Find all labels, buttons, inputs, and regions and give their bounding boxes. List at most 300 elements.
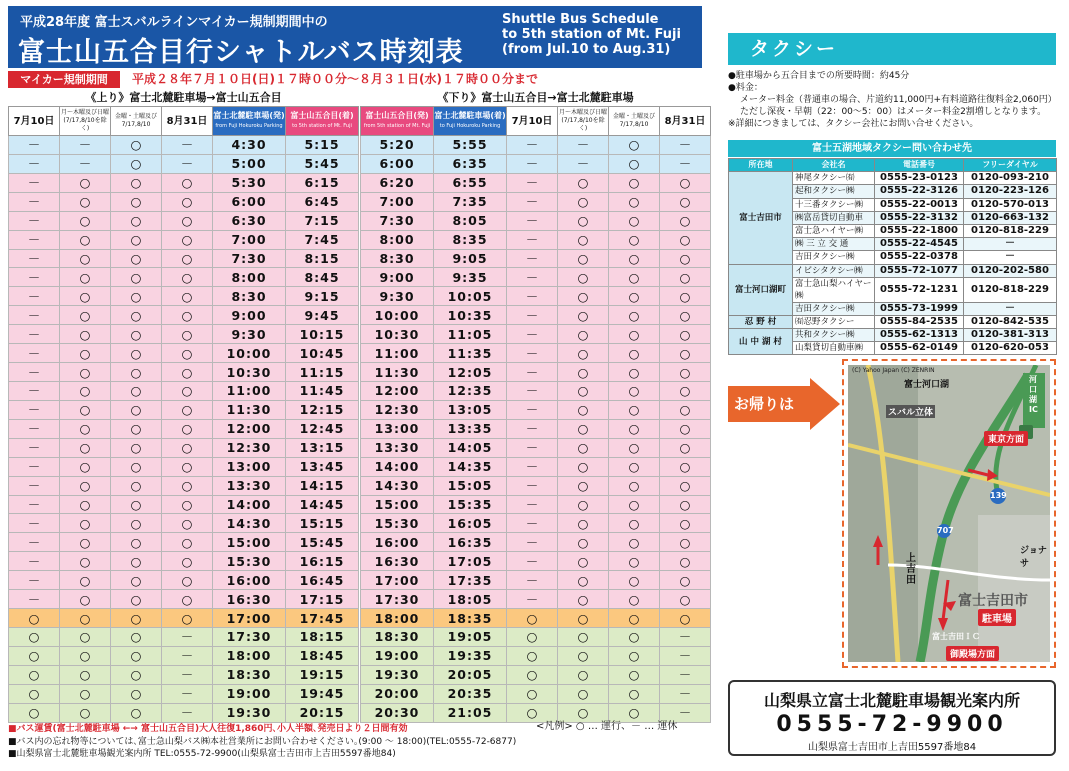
arrival-time: 12:05 <box>434 363 507 382</box>
taxi-company: 吉田タクシー㈱ <box>793 302 875 315</box>
run-mark: ○ <box>162 363 213 382</box>
return-label: お帰りは <box>734 395 795 413</box>
run-mark: ○ <box>558 381 609 400</box>
run-mark: ○ <box>660 268 711 287</box>
run-mark: － <box>507 230 558 249</box>
map-copyright: (C) Yahoo Japan (C) ZENRIN <box>852 367 935 374</box>
run-mark: ○ <box>558 590 609 609</box>
departure-time: 17:30 <box>213 627 286 646</box>
run-mark: － <box>162 627 213 646</box>
run-mark: ○ <box>9 646 60 665</box>
run-mark: ○ <box>9 609 60 628</box>
run-mark: ○ <box>111 590 162 609</box>
arrival-time: 20:05 <box>434 665 507 684</box>
down-row <box>361 533 711 552</box>
map-label-kawaguchiko-ic: 河口湖IC <box>1029 375 1038 414</box>
run-mark: ○ <box>162 400 213 419</box>
run-mark: ○ <box>60 211 111 230</box>
up-row <box>9 514 359 533</box>
run-mark: ○ <box>558 192 609 211</box>
down-row <box>361 268 711 287</box>
run-mark: ○ <box>9 627 60 646</box>
taxi-phone: 0555-23-0123 <box>875 172 964 185</box>
run-mark: ○ <box>60 665 111 684</box>
run-mark: ○ <box>609 590 660 609</box>
taxi-phone: 0555-22-4545 <box>875 238 964 251</box>
up-row <box>9 268 359 287</box>
down-row <box>361 684 711 703</box>
taxi-col-area: 所在地 <box>729 159 793 172</box>
run-mark: ○ <box>507 665 558 684</box>
down-row <box>361 230 711 249</box>
run-mark: － <box>9 457 60 476</box>
taxi-phone: 0555-73-1999 <box>875 302 964 315</box>
run-mark: ○ <box>660 306 711 325</box>
arrival-time: 17:45 <box>286 609 359 628</box>
taxi-row <box>729 264 1057 277</box>
period-label: マイカー規制期間 <box>8 71 120 88</box>
run-mark: ○ <box>60 173 111 192</box>
run-mark: － <box>507 552 558 571</box>
run-mark: － <box>9 154 60 173</box>
departure-time: 17:00 <box>361 571 434 590</box>
taxi-freedial: － <box>964 251 1057 264</box>
run-mark: ○ <box>660 419 711 438</box>
run-mark: ○ <box>162 609 213 628</box>
departure-time: 13:00 <box>361 419 434 438</box>
down-row <box>361 136 711 155</box>
run-mark: － <box>660 136 711 155</box>
run-mark: ○ <box>558 400 609 419</box>
arrival-time: 15:15 <box>286 514 359 533</box>
arrival-time: 20:35 <box>434 684 507 703</box>
arrival-time: 17:35 <box>434 571 507 590</box>
run-mark: ○ <box>558 325 609 344</box>
run-mark: ○ <box>609 173 660 192</box>
info-phone: 0555-72-9900 <box>776 712 1008 737</box>
run-mark: ○ <box>609 136 660 155</box>
arrival-time: 17:05 <box>434 552 507 571</box>
run-mark: － <box>507 344 558 363</box>
run-mark: ○ <box>162 590 213 609</box>
run-mark: － <box>162 665 213 684</box>
run-mark: ○ <box>609 306 660 325</box>
legend: <凡例> ○ … 運行、－ … 運休 <box>536 721 678 732</box>
down-row <box>361 306 711 325</box>
down-col-weekday: 月～木曜及び日曜 (7/17,8/10を除く) <box>558 107 609 136</box>
run-mark: ○ <box>111 400 162 419</box>
arrival-time: 6:35 <box>434 154 507 173</box>
info-box <box>728 680 1056 756</box>
run-mark: ○ <box>558 609 609 628</box>
up-row <box>9 533 359 552</box>
arrival-time: 14:35 <box>434 457 507 476</box>
departure-time: 18:00 <box>213 646 286 665</box>
run-mark: ○ <box>558 287 609 306</box>
map-label-kamiyoshida: 上吉田 <box>906 553 916 586</box>
run-mark: ○ <box>609 646 660 665</box>
run-mark: ○ <box>609 627 660 646</box>
departure-time: 19:30 <box>361 665 434 684</box>
arrival-time: 6:45 <box>286 192 359 211</box>
run-mark: ○ <box>660 344 711 363</box>
run-mark: － <box>507 457 558 476</box>
run-mark: － <box>162 684 213 703</box>
down-row <box>361 495 711 514</box>
fare-note: ■バス運賃(富士北麓駐車場 ←→ 富士山五合目)大人往復1,860円､小人半額､発売日より２日間有効 <box>8 724 408 734</box>
run-mark: ○ <box>660 533 711 552</box>
run-mark: ○ <box>111 552 162 571</box>
departure-time: 13:00 <box>213 457 286 476</box>
run-mark: ○ <box>60 325 111 344</box>
departure-time: 5:20 <box>361 136 434 155</box>
down-row <box>361 665 711 684</box>
run-mark: ○ <box>558 571 609 590</box>
departure-time: 10:00 <box>213 344 286 363</box>
run-mark: ○ <box>609 457 660 476</box>
taxi-company: 神尾タクシー㈲ <box>793 172 875 185</box>
run-mark: ○ <box>609 154 660 173</box>
route-map <box>848 365 1050 662</box>
run-mark: ○ <box>60 684 111 703</box>
departure-time: 15:00 <box>361 495 434 514</box>
up-row <box>9 571 359 590</box>
map-label-route139: 139 <box>990 491 1007 500</box>
departure-time: 6:30 <box>213 211 286 230</box>
run-mark: ○ <box>558 552 609 571</box>
taxi-phone: 0555-22-3132 <box>875 211 964 224</box>
up-row <box>9 438 359 457</box>
run-mark: － <box>507 381 558 400</box>
run-mark: ○ <box>660 325 711 344</box>
run-mark: － <box>507 325 558 344</box>
run-mark: ○ <box>111 192 162 211</box>
arrival-time: 12:15 <box>286 400 359 419</box>
run-mark: ○ <box>111 249 162 268</box>
down-row <box>361 590 711 609</box>
down-row <box>361 363 711 382</box>
run-mark: － <box>660 154 711 173</box>
run-mark: ○ <box>60 609 111 628</box>
run-mark: ○ <box>60 495 111 514</box>
arrival-time: 19:15 <box>286 665 359 684</box>
down-header-row <box>361 107 711 136</box>
up-row <box>9 344 359 363</box>
map-tag-gotemba: 御殿場方面 <box>946 646 999 661</box>
up-row <box>9 476 359 495</box>
arrival-time: 9:45 <box>286 306 359 325</box>
run-mark: ○ <box>162 457 213 476</box>
run-mark: ○ <box>111 136 162 155</box>
departure-time: 11:30 <box>213 400 286 419</box>
run-mark: － <box>507 400 558 419</box>
run-mark: ○ <box>9 703 60 722</box>
arrival-time: 16:15 <box>286 552 359 571</box>
run-mark: － <box>9 173 60 192</box>
run-mark: ○ <box>111 514 162 533</box>
run-mark: － <box>660 684 711 703</box>
run-mark: － <box>507 173 558 192</box>
map-label-fujiyoshida: 富士吉田市 <box>958 593 1028 609</box>
departure-time: 12:00 <box>361 381 434 400</box>
departure-time: 18:00 <box>361 609 434 628</box>
taxi-area: 山 中 湖 村 <box>729 329 793 355</box>
run-mark: ○ <box>60 344 111 363</box>
arrival-time: 11:45 <box>286 381 359 400</box>
run-mark: ○ <box>60 381 111 400</box>
arrival-time: 16:45 <box>286 571 359 590</box>
run-mark: ○ <box>111 381 162 400</box>
arrival-time: 10:35 <box>434 306 507 325</box>
run-mark: ○ <box>558 306 609 325</box>
taxi-note-night: ただし深夜・早朝（22：00～5：00）はメーター料金2割増しとなります。 <box>740 107 1047 117</box>
taxi-title: タクシー <box>728 33 1056 65</box>
run-mark: ○ <box>111 306 162 325</box>
taxi-table <box>728 158 1057 355</box>
run-mark: ○ <box>60 400 111 419</box>
run-mark: － <box>507 249 558 268</box>
run-mark: ○ <box>558 173 609 192</box>
run-mark: － <box>9 136 60 155</box>
run-mark: － <box>660 703 711 722</box>
run-mark: ○ <box>60 438 111 457</box>
up-header-row <box>9 107 359 136</box>
run-mark: ○ <box>558 476 609 495</box>
run-mark: － <box>9 552 60 571</box>
down-col-weekend: 金曜・土曜及び 7/17,8/10 <box>609 107 660 136</box>
arrival-time: 9:15 <box>286 287 359 306</box>
down-title: 《下り》富士山五合目→富士北麓駐車場 <box>437 91 634 104</box>
taxi-freedial: 0120-818-229 <box>964 224 1057 237</box>
lost-items-note: ■バス内の忘れ物等については､富士急山梨バス㈱本社営業所にお問い合わせください｡(9:00 ～ 18:00)(TEL:0555-72-6877) <box>8 737 517 747</box>
run-mark: ○ <box>609 363 660 382</box>
run-mark: ○ <box>60 552 111 571</box>
run-mark: ○ <box>558 419 609 438</box>
departure-time: 12:30 <box>361 400 434 419</box>
departure-time: 15:30 <box>361 514 434 533</box>
arrival-time: 18:05 <box>434 590 507 609</box>
run-mark: ○ <box>162 306 213 325</box>
up-col-aug31: 8月31日 <box>162 107 213 136</box>
departure-time: 10:30 <box>361 325 434 344</box>
arrival-time: 16:35 <box>434 533 507 552</box>
taxi-freedial: 0120-223-126 <box>964 185 1057 198</box>
run-mark: － <box>507 590 558 609</box>
run-mark: ○ <box>507 684 558 703</box>
run-mark: ○ <box>558 249 609 268</box>
run-mark: － <box>507 287 558 306</box>
run-mark: ○ <box>162 552 213 571</box>
english-line-2: to 5th station of Mt. Fuji <box>502 27 681 42</box>
arrival-time: 21:05 <box>434 703 507 722</box>
taxi-company: ㈱ 三 立 交 通 <box>793 238 875 251</box>
run-mark: ○ <box>507 646 558 665</box>
period-text: 平成２８年７月１０日(日)１７時００分～８月３１日(水)１７時００分まで <box>132 72 538 86</box>
departure-time: 12:00 <box>213 419 286 438</box>
departure-time: 15:30 <box>213 552 286 571</box>
down-row <box>361 249 711 268</box>
departure-time: 17:00 <box>213 609 286 628</box>
taxi-phone: 0555-72-1231 <box>875 277 964 302</box>
taxi-company: 富士急ハイヤー㈱ <box>793 224 875 237</box>
run-mark: ○ <box>162 344 213 363</box>
up-row <box>9 230 359 249</box>
run-mark: ○ <box>609 419 660 438</box>
taxi-freedial: 0120-381-313 <box>964 329 1057 342</box>
run-mark: ○ <box>558 646 609 665</box>
down-row <box>361 514 711 533</box>
departure-time: 9:00 <box>213 306 286 325</box>
down-row <box>361 646 711 665</box>
down-row <box>361 571 711 590</box>
departure-time: 16:30 <box>361 552 434 571</box>
run-mark: ○ <box>609 249 660 268</box>
run-mark: － <box>9 268 60 287</box>
up-row <box>9 136 359 155</box>
taxi-area: 富士吉田市 <box>729 172 793 264</box>
taxi-col-free: フリーダイヤル <box>964 159 1057 172</box>
up-title: 《上り》富士北麓駐車場→富士山五合目 <box>85 91 282 104</box>
departure-time: 8:30 <box>213 287 286 306</box>
run-mark: － <box>9 344 60 363</box>
map-label-route707: 707 <box>937 526 954 535</box>
departure-time: 8:00 <box>361 230 434 249</box>
run-mark: ○ <box>660 400 711 419</box>
taxi-row <box>729 329 1057 342</box>
departure-time: 7:00 <box>213 230 286 249</box>
arrival-time: 5:45 <box>286 154 359 173</box>
departure-time: 8:00 <box>213 268 286 287</box>
run-mark: ○ <box>111 609 162 628</box>
taxi-company: 山梨貸切自動車㈱ <box>793 342 875 355</box>
taxi-note-time: ●駐車場から五合目までの所要時間：約45分 <box>728 71 910 81</box>
taxi-area: 忍 野 村 <box>729 315 793 328</box>
run-mark: ○ <box>9 684 60 703</box>
run-mark: ○ <box>558 627 609 646</box>
english-line-3: (from Jul.10 to Aug.31) <box>502 42 671 57</box>
run-mark: － <box>558 136 609 155</box>
taxi-note-fare: ●料金： <box>728 83 763 93</box>
up-col-jul10: 7月10日 <box>9 107 60 136</box>
run-mark: － <box>162 154 213 173</box>
taxi-freedial: 0120-818-229 <box>964 277 1057 302</box>
up-row <box>9 646 359 665</box>
arrival-time: 9:35 <box>434 268 507 287</box>
departure-time: 4:30 <box>213 136 286 155</box>
run-mark: ○ <box>162 268 213 287</box>
taxi-freedial: － <box>964 238 1057 251</box>
run-mark: ○ <box>60 363 111 382</box>
taxi-freedial: 0120-842-535 <box>964 315 1057 328</box>
map-frame <box>842 359 1056 668</box>
taxi-phone: 0555-22-3126 <box>875 185 964 198</box>
run-mark: ○ <box>162 287 213 306</box>
arrival-time: 8:35 <box>434 230 507 249</box>
run-mark: ○ <box>162 325 213 344</box>
departure-time: 18:30 <box>213 665 286 684</box>
taxi-header-row <box>729 159 1057 172</box>
departure-time: 7:00 <box>361 192 434 211</box>
taxi-phone: 0555-22-0378 <box>875 251 964 264</box>
arrival-time: 8:15 <box>286 249 359 268</box>
run-mark: － <box>9 514 60 533</box>
run-mark: － <box>507 495 558 514</box>
departure-time: 5:00 <box>213 154 286 173</box>
taxi-freedial: 0120-620-053 <box>964 342 1057 355</box>
arrival-time: 10:45 <box>286 344 359 363</box>
run-mark: － <box>162 136 213 155</box>
down-row <box>361 400 711 419</box>
arrival-time: 13:35 <box>434 419 507 438</box>
run-mark: ○ <box>60 590 111 609</box>
run-mark: ○ <box>111 495 162 514</box>
taxi-col-name: 会社名 <box>793 159 875 172</box>
arrival-time: 12:45 <box>286 419 359 438</box>
departure-time: 16:00 <box>361 533 434 552</box>
arrival-time: 13:45 <box>286 457 359 476</box>
run-mark: － <box>558 154 609 173</box>
down-row <box>361 192 711 211</box>
arrival-time: 17:15 <box>286 590 359 609</box>
run-mark: ○ <box>111 646 162 665</box>
arrival-time: 15:05 <box>434 476 507 495</box>
run-mark: ○ <box>507 609 558 628</box>
run-mark: ○ <box>660 249 711 268</box>
run-mark: ○ <box>60 571 111 590</box>
run-mark: ○ <box>558 363 609 382</box>
arrival-time: 14:05 <box>434 438 507 457</box>
run-mark: － <box>9 306 60 325</box>
run-mark: ○ <box>609 514 660 533</box>
run-mark: ○ <box>660 590 711 609</box>
taxi-company: ㈱富岳貸切自動車 <box>793 211 875 224</box>
run-mark: ○ <box>111 457 162 476</box>
arrival-time: 10:05 <box>434 287 507 306</box>
run-mark: ○ <box>162 514 213 533</box>
run-mark: ○ <box>609 268 660 287</box>
run-mark: ○ <box>609 211 660 230</box>
run-mark: ○ <box>111 684 162 703</box>
departure-time: 6:00 <box>361 154 434 173</box>
arrival-time: 7:35 <box>434 192 507 211</box>
run-mark: － <box>507 192 558 211</box>
departure-time: 8:30 <box>361 249 434 268</box>
taxi-col-phone: 電話番号 <box>875 159 964 172</box>
taxi-row <box>729 172 1057 185</box>
up-row <box>9 211 359 230</box>
run-mark: ○ <box>660 571 711 590</box>
departure-time: 14:30 <box>361 476 434 495</box>
arrival-time: 14:45 <box>286 495 359 514</box>
departure-time: 15:00 <box>213 533 286 552</box>
down-row <box>361 287 711 306</box>
run-mark: ○ <box>660 457 711 476</box>
run-mark: － <box>507 514 558 533</box>
departure-time: 20:00 <box>361 684 434 703</box>
arrival-time: 15:45 <box>286 533 359 552</box>
info-name: 山梨県立富士北麓駐車場観光案内所 <box>763 691 1020 710</box>
down-row <box>361 609 711 628</box>
departure-time: 5:30 <box>213 173 286 192</box>
departure-time: 16:30 <box>213 590 286 609</box>
run-mark: ○ <box>609 192 660 211</box>
up-row <box>9 703 359 722</box>
run-mark: ○ <box>111 154 162 173</box>
run-mark: ○ <box>162 211 213 230</box>
up-row <box>9 552 359 571</box>
departure-time: 20:30 <box>361 703 434 722</box>
run-mark: ○ <box>507 703 558 722</box>
